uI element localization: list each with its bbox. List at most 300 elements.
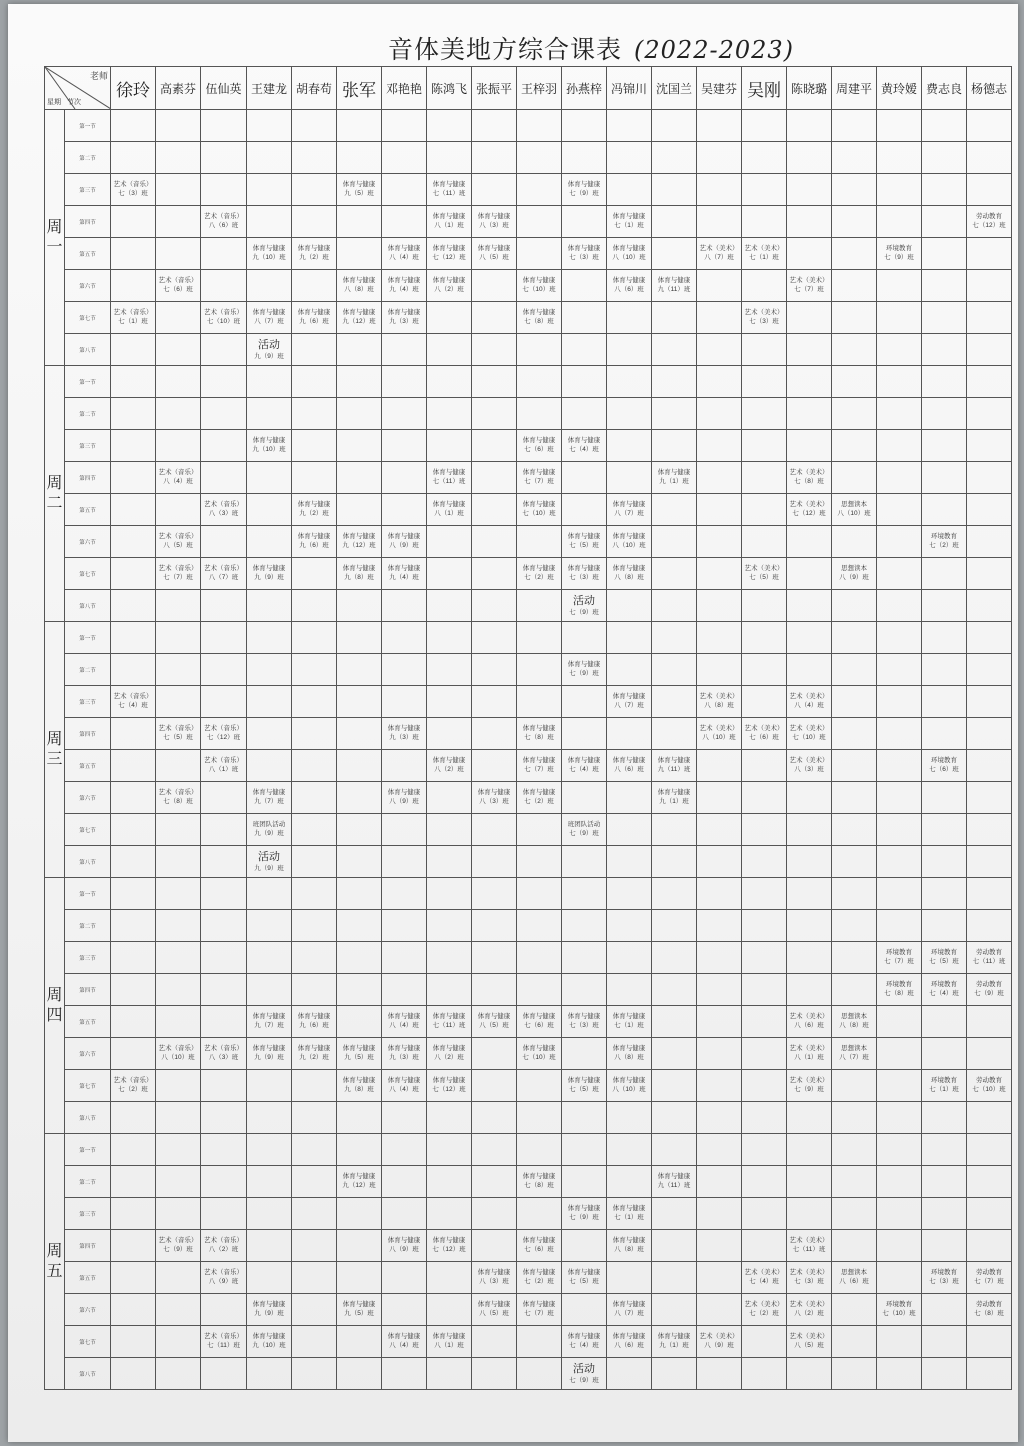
schedule-cell [517,750,562,782]
schedule-cell [652,174,697,206]
schedule-cell [607,622,652,654]
schedule-cell [832,430,877,462]
class-label: 七（5）班 [749,573,779,581]
schedule-cell [337,142,382,174]
class-entry [562,174,606,205]
period-row [45,270,1012,302]
subject-label: 班团队活动 [567,820,601,828]
subject-label: 艺术（音乐） [204,308,243,316]
schedule-cell [247,1134,292,1166]
schedule-cell [562,974,607,1006]
schedule-cell [877,814,922,846]
subject-label: 体育与健康 [657,1332,691,1340]
class-label: 九（4）班 [389,573,419,581]
schedule-cell [292,174,337,206]
schedule-cell [742,1262,787,1294]
period-row [45,558,1012,590]
schedule-cell [156,462,201,494]
class-entry [922,942,966,973]
schedule-cell [652,494,697,526]
class-entry [382,270,426,301]
schedule-cell [652,1358,697,1390]
schedule-cell [742,782,787,814]
schedule-cell [472,782,517,814]
schedule-cell [562,174,607,206]
schedule-cell [832,1294,877,1326]
subject-label: 体育与健康 [342,1172,376,1180]
class-entry [517,1166,561,1197]
schedule-cell [382,1198,427,1230]
subject-label: 体育与健康 [432,756,466,764]
schedule-cell [201,206,247,238]
class-label: 七（2）班 [118,1085,148,1093]
schedule-cell [111,270,156,302]
schedule-cell [562,206,607,238]
class-entry [607,1294,651,1325]
class-label: 八（9）班 [208,1277,239,1285]
schedule-cell [382,1262,427,1294]
schedule-cell [292,718,337,750]
schedule-cell [472,1006,517,1038]
class-entry [201,718,246,749]
schedule-cell [517,110,562,142]
class-entry [517,750,561,781]
schedule-cell [652,270,697,302]
schedule-cell [967,558,1012,590]
schedule-cell [922,1102,967,1134]
schedule-cell [292,878,337,910]
schedule-cell [922,494,967,526]
class-label: 七（4）班 [118,701,148,709]
schedule-cell [607,1006,652,1038]
schedule-cell [562,654,607,686]
class-entry [427,1326,471,1357]
schedule-cell [967,654,1012,686]
schedule-cell [247,462,292,494]
schedule-cell [562,1294,607,1326]
schedule-cell [382,1038,427,1070]
class-label: 八（7）班 [614,509,644,517]
schedule-cell [472,590,517,622]
subject-label: 体育与健康 [342,1076,376,1084]
teacher-header: 陈鸿飞 [427,67,472,110]
subject-label: 艺术（美术） [699,692,739,700]
class-label: 七（12）班 [972,221,1006,229]
class-entry [472,1262,516,1293]
schedule-cell [111,334,156,366]
schedule-cell [201,462,247,494]
schedule-cell [922,302,967,334]
class-label: 九（10）班 [252,445,286,453]
schedule-cell [787,1166,832,1198]
schedule-cell [697,494,742,526]
schedule-cell [922,142,967,174]
schedule-cell [427,1326,472,1358]
subject-label: 艺术（美术） [744,1300,784,1308]
class-entry [562,238,606,269]
class-entry [382,1326,426,1357]
schedule-cell [111,718,156,750]
schedule-cell [517,1262,562,1294]
schedule-cell [787,974,832,1006]
schedule-cell [382,622,427,654]
schedule-cell [472,750,517,782]
class-label: 七（7）班 [163,573,193,581]
period-label: 第七节 [65,558,111,590]
schedule-cell [517,782,562,814]
schedule-cell [652,462,697,494]
period-row [45,846,1012,878]
subject-label: 艺术（音乐） [158,276,198,284]
schedule-cell [427,1038,472,1070]
schedule-cell [111,302,156,334]
schedule-cell [111,238,156,270]
class-entry [156,1038,200,1069]
class-entry [337,558,381,589]
schedule-cell [111,1198,156,1230]
schedule-cell [922,622,967,654]
subject-label: 艺术（美术） [744,308,784,316]
schedule-cell [382,270,427,302]
class-entry [742,558,786,589]
schedule-cell [832,1262,877,1294]
schedule-cell [201,1358,247,1390]
class-label: 八（6）班 [208,221,239,229]
class-label: 八（2）班 [794,1309,824,1317]
schedule-cell [292,430,337,462]
schedule-cell [156,1294,201,1326]
schedule-cell [337,782,382,814]
class-entry [201,1038,246,1069]
period-label: 第五节 [65,750,111,782]
period-label: 第三节 [65,174,111,206]
schedule-cell [607,238,652,270]
class-label: 八（10）班 [837,509,871,517]
schedule-cell [697,1198,742,1230]
schedule-cell [111,526,156,558]
schedule-cell [652,1294,697,1326]
schedule-cell [967,1102,1012,1134]
schedule-cell [156,654,201,686]
schedule-cell [247,622,292,654]
schedule-cell [562,398,607,430]
class-label: 九（2）班 [299,509,329,517]
schedule-cell [832,270,877,302]
schedule-cell [877,270,922,302]
class-entry [247,1006,291,1037]
schedule-cell [472,110,517,142]
schedule-cell [427,718,472,750]
subject-label: 体育与健康 [432,1076,466,1084]
schedule-cell [652,782,697,814]
schedule-cell [111,1294,156,1326]
schedule-cell [472,270,517,302]
schedule-cell [832,558,877,590]
subject-label: 体育与健康 [567,180,601,188]
schedule-cell [472,302,517,334]
schedule-cell [832,686,877,718]
class-label: 八（6）班 [794,1021,824,1029]
schedule-cell [292,846,337,878]
class-label: 八（4）班 [389,253,419,261]
schedule-cell [787,462,832,494]
class-label: 七（7）班 [884,957,914,965]
class-label: 八（5）班 [479,1021,509,1029]
day-label [45,622,65,878]
schedule-cell [111,1262,156,1294]
schedule-cell [337,1102,382,1134]
schedule-cell [292,1358,337,1390]
class-entry [427,1230,471,1261]
class-entry [967,1262,1011,1293]
schedule-cell [967,110,1012,142]
schedule-cell [427,686,472,718]
subject-label: 环境教育 [931,948,957,956]
schedule-cell [472,1038,517,1070]
schedule-cell [111,1102,156,1134]
corner-day-label: 星期 [47,99,61,106]
schedule-cell [607,398,652,430]
schedule-cell [967,942,1012,974]
class-label: 九（9）班 [254,352,284,360]
subject-label: 体育与健康 [477,212,511,220]
schedule-cell [787,302,832,334]
schedule-cell [607,846,652,878]
schedule-cell [517,494,562,526]
schedule-cell [877,366,922,398]
class-entry [337,1166,381,1197]
subject-label: 体育与健康 [342,1300,376,1308]
schedule-cell [562,1198,607,1230]
period-row [45,686,1012,718]
schedule-cell [697,718,742,750]
schedule-cell [247,1166,292,1198]
schedule-cell [562,302,607,334]
schedule-cell [742,1006,787,1038]
schedule-cell [967,1358,1012,1390]
schedule-cell [607,1294,652,1326]
schedule-cell [292,302,337,334]
class-entry [337,174,381,205]
schedule-cell [337,238,382,270]
schedule-cell [967,686,1012,718]
subject-label: 体育与健康 [522,1236,556,1244]
schedule-cell [697,206,742,238]
class-label: 九（9）班 [254,1053,284,1061]
class-entry [201,1262,246,1293]
schedule-cell [111,878,156,910]
schedule-cell [517,942,562,974]
schedule-cell [967,238,1012,270]
schedule-cell [111,1134,156,1166]
schedule-cell [382,430,427,462]
class-entry [427,1070,471,1101]
schedule-cell [607,782,652,814]
subject-label: 劳动教育 [976,948,1002,956]
schedule-cell [201,558,247,590]
schedule-cell [832,366,877,398]
class-label: 八（1）班 [434,221,464,229]
schedule-cell [292,1166,337,1198]
teacher-header-row [45,67,1012,110]
timetable-grid [44,66,1012,1390]
class-label: 八（10）班 [612,1085,646,1093]
schedule-cell [922,110,967,142]
class-label: 九（11）班 [657,1181,691,1189]
schedule-cell [607,270,652,302]
schedule-cell [697,110,742,142]
schedule-cell [742,142,787,174]
schedule-cell [247,1230,292,1262]
schedule-cell [517,1166,562,1198]
class-label: 九（10）班 [252,1341,286,1349]
class-label: 八（6）班 [614,1341,644,1349]
schedule-cell [787,1070,832,1102]
schedule-cell [742,654,787,686]
schedule-cell [247,910,292,942]
schedule-cell [292,1134,337,1166]
subject-label: 环境教育 [931,1076,957,1084]
class-label: 九（6）班 [299,317,329,325]
schedule-cell [247,846,292,878]
subject-label: 体育与健康 [612,1204,646,1212]
schedule-cell [517,1102,562,1134]
class-entry [742,1294,786,1325]
schedule-cell [562,878,607,910]
schedule-cell [156,526,201,558]
corner-period-label: 节次 [67,99,81,106]
schedule-cell [292,1198,337,1230]
subject-label: 体育与健康 [297,1044,331,1052]
subject-label: 体育与健康 [612,532,646,540]
schedule-cell [832,814,877,846]
schedule-cell [247,1006,292,1038]
subject-label: 艺术（音乐） [204,1236,243,1244]
schedule-cell [922,270,967,302]
class-label: 七（3）班 [794,1277,824,1285]
period-row [45,974,1012,1006]
class-entry [697,1326,741,1357]
subject-label: 体育与健康 [477,244,511,252]
schedule-cell [877,462,922,494]
schedule-cell [111,1166,156,1198]
schedule-cell [517,718,562,750]
subject-label: 体育与健康 [567,564,601,572]
class-entry [247,334,291,365]
schedule-cell [111,590,156,622]
class-entry [922,526,966,557]
schedule-cell [337,1038,382,1070]
class-label: 七（8）班 [524,733,554,741]
schedule-cell [742,718,787,750]
class-entry [607,1326,651,1357]
schedule-cell [652,110,697,142]
schedule-cell [201,494,247,526]
period-row [45,526,1012,558]
schedule-cell [427,110,472,142]
class-label: 九（12）班 [342,541,376,549]
schedule-cell [427,1070,472,1102]
schedule-cell [562,782,607,814]
subject-label: 体育与健康 [612,500,646,508]
schedule-cell [472,398,517,430]
schedule-cell [652,814,697,846]
class-label: 九（2）班 [299,1053,329,1061]
schedule-cell [562,1006,607,1038]
year-note: (2022-2023) [634,36,795,64]
class-entry [247,1038,291,1069]
schedule-cell [201,302,247,334]
schedule-cell [427,1294,472,1326]
schedule-cell [607,686,652,718]
schedule-cell [832,526,877,558]
subject-label: 体育与健康 [432,500,466,508]
schedule-cell [292,654,337,686]
class-entry [247,782,291,813]
class-entry [652,1166,696,1197]
schedule-cell [427,654,472,686]
class-entry [156,1230,200,1261]
schedule-cell [697,814,742,846]
subject-label: 艺术（美术） [789,500,829,508]
schedule-cell [111,110,156,142]
schedule-cell [337,558,382,590]
class-entry [787,1294,831,1325]
teacher-header: 邓艳艳 [382,67,427,110]
subject-label: 体育与健康 [522,724,556,732]
subject-label: 体育与健康 [612,1076,646,1084]
schedule-cell [832,206,877,238]
subject-label: 环境教育 [931,1268,957,1276]
subject-label: 体育与健康 [297,308,331,316]
class-entry [382,558,426,589]
class-label: 八（1）班 [794,1053,824,1061]
schedule-cell [562,462,607,494]
class-label: 八（3）班 [479,797,509,805]
schedule-cell [292,558,337,590]
schedule-cell [201,1134,247,1166]
subject-label: 思想读本 [841,564,867,572]
subject-label: 体育与健康 [387,276,421,284]
subject-label: 艺术（音乐） [113,1076,153,1084]
schedule-cell [832,910,877,942]
schedule-cell [427,430,472,462]
teacher-header: 吴建芬 [697,67,742,110]
subject-label: 活动 [573,594,595,607]
class-entry [427,1006,471,1037]
schedule-cell [156,1166,201,1198]
schedule-cell [201,1326,247,1358]
subject-label: 体育与健康 [657,468,691,476]
class-entry [742,1262,786,1293]
class-entry [787,1006,831,1037]
schedule-cell [607,462,652,494]
schedule-cell [652,974,697,1006]
class-label: 七（9）班 [974,989,1004,997]
schedule-cell [562,1358,607,1390]
schedule-cell [427,814,472,846]
day-label [45,1134,65,1390]
schedule-cell [156,974,201,1006]
class-entry [472,782,516,813]
schedule-cell [652,718,697,750]
subject-label: 艺术（音乐） [158,788,198,796]
title-text: 音体美地方综合课表 [388,36,623,64]
schedule-cell [562,910,607,942]
schedule-cell [382,366,427,398]
schedule-cell [922,782,967,814]
schedule-cell [382,910,427,942]
